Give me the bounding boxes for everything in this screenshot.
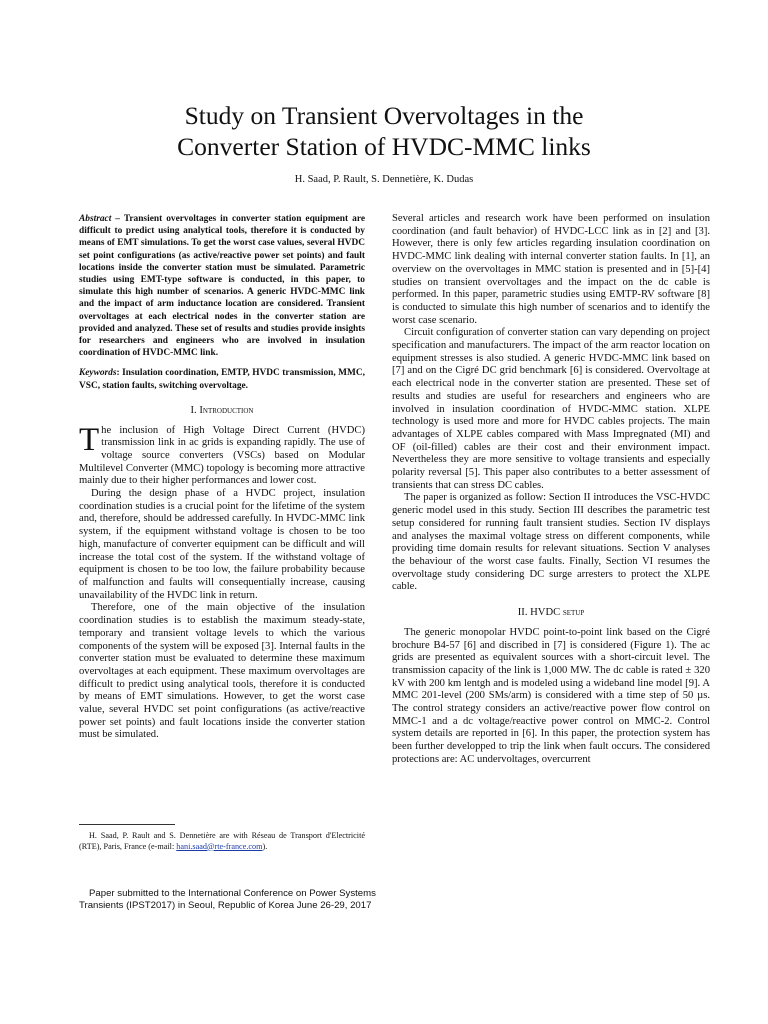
- abstract-text: – Transient overvoltages in converter station equipment are difficult to predict using analytical tools, therefore it is conducted by means of EMT simulations. To get the worst case values, several HVDC set point configurations (as active/reactive power set points) and fault locations inside the converter station must be simulated. Parametric studies using EMT-type software is conducted, in this paper, to simulate this high number of scenarios. A generic HVDC-MMC link and the impact of arm inductance location are considered. Transient overvoltages at each electrical nodes in the converter station are provided and analyzed. These set of results and studies provide insights for researchers and engineers who are involved in insulation coordination of HVDC-MMC link.: [79, 214, 365, 359]
- footnote-affiliation: H. Saad, P. Rault and S. Dennetière are with Réseau de Transport d'Electricité (RTE), Paris, France (e-mail:: [79, 831, 365, 851]
- submission-note: [79, 888, 379, 912]
- footnote-text: [79, 831, 365, 852]
- submission-text: Paper submitted to the International Conference on Power Systems Transients (IPST2017) in Seoul, Republic of Korea June 26-29, 2017: [79, 888, 376, 911]
- keywords-label: Keywords: [79, 368, 117, 379]
- abstract-label: Abstract: [79, 214, 112, 224]
- section-number: I.: [190, 404, 197, 416]
- section-number: II.: [517, 607, 528, 619]
- abstract: [79, 213, 365, 359]
- intro-paragraph-1: [79, 421, 365, 489]
- section-heading-introduction: [79, 405, 365, 418]
- right-paragraph-2: Circuit configuration of converter station can vary depending on project specification and manufacturers. The impact of the arm reactor location on equipment stresses is also studied. A generic HVDC-MMC link based on [7] and on the Cigré DC grid benchmark [6] is considered. Overvoltage at each electrical node in the converter station are presented. These set of results and studies are useful for researchers and engineers who are involved in insulation coordination of HVDC-MMC station. XLPE technology is used more and more for HVDC cables projects. The main advantages of XLPE cables compared with Mass Impregnated (MI) and OF (oil-filled) cables are their cost and their environment impact. Nevertheless they are more sensitive to voltage transients and especially polarity reversal [5]. This paper also contributes to a better assessment of transients that can stress DC cables.: [392, 327, 710, 491]
- keywords-text: : Insulation coordination, EMTP, HVDC transmission, MMC, VSC, station faults, switching overvoltage.: [79, 368, 365, 391]
- right-column: [392, 213, 710, 767]
- author-footnote: [79, 824, 365, 852]
- paper-title: [0, 100, 768, 162]
- intro-paragraph-3: Therefore, one of the main objective of the insulation coordination studies is to establish the maximum steady-state, temporary and transient voltage levels to which the various components of the system will be exposed [3]. Internal faults in the converter station must be evaluated to determine these maximum overvoltages at each equipment. These maximum overvoltages are difficult to predict using analytical tools, therefore it is conducted by means of EMT simulations. However, to get the worst case value, several HVDC set point configurations (as active/reactive power set points) and fault locations inside the converter station must be simulated.: [79, 602, 365, 741]
- footnote-end: ).: [262, 841, 268, 851]
- intro-paragraph-1-text: he inclusion of High Voltage Direct Current (HVDC) transmission link in ac grids is expanding rapidly. The use of voltage source converters (VSCs) based on Modular Multilevel Converter (MMC) topology is becoming more attractive mainly due to their higher performances and lower cost.: [79, 424, 365, 487]
- keywords: [79, 367, 365, 391]
- footnote-email-link[interactable]: hani.saad@rte-france.com: [176, 841, 263, 851]
- title-line-1: Study on Transient Overvoltages in the: [184, 101, 584, 130]
- right-paragraph-1: Several articles and research work have been performed on insulation coordination (and fault behavior) of HVDC-LCC link as in [2] and [3]. However, there is only few articles regarding insulation coordination on HVDC-MMC link dealing with internal converter station faults. In [1], an overview on the overvoltages in MMC station is presented and in [5]-[4] studies on transient overvoltages and the impact on the dc cable is performed. In this paper, parametric studies using EMTP-RV software [8] is conducted to simulate this high number of scenarios and to identify the worst case scenario.: [392, 213, 710, 326]
- footnote-rule: [79, 824, 175, 825]
- right-paragraph-3: The paper is organized as follow: Section II introduces the VSC-HVDC generic model used in this study. Section III describes the parametric test setup considered for running fault transient studies. Section IV displays and analyses the maximal voltage stress on different components, while providing time domain results for relevant situations. Section V analyses the behaviour of the worst case faults. Finally, Section VI resumes the overvoltage study considering DC surge arresters to protect the XLPE cable.: [392, 492, 710, 593]
- drop-cap: T: [79, 421, 100, 458]
- title-line-2: Converter Station of HVDC-MMC links: [177, 132, 591, 161]
- section-heading-hvdc-setup: [392, 607, 710, 620]
- left-column: [79, 213, 365, 742]
- section-title: HVDC setup: [530, 607, 585, 619]
- section-title: Introduction: [199, 404, 254, 416]
- author-list: H. Saad, P. Rault, S. Dennetière, K. Dudas: [294, 174, 474, 185]
- right-paragraph-4: The generic monopolar HVDC point-to-point link based on the Cigré brochure B4-57 [6] and discribed in [7] is considered (Figure 1). The ac grids are presented as equivalent sources with a short-circuit level. The transmission capacity of the link is 1,000 MW. The dc cable is rated ± 320 kV with 200 km lentgh and is modeled using a wideband line model [9]. A MMC 201-level (200 SMs/arm) is considered with a time step of 50 µs. The control strategy considers an active/reactive power flow control on MMC-1 and a dc voltage/reactive power control on MMC-2. Control system details are reported in [6]. In this paper, the protection system has been further developped to trip the link when fault occurs. The considered protections are: AC undervoltages, overcurrent: [392, 626, 710, 765]
- intro-paragraph-2: During the design phase of a HVDC project, insulation coordination studies is a crucial point for the lifetime of the system and, therefore, should be addressed carefully. In HVDC-MMC link system, if the equipment withstand voltage is chosen to be too high, manufacture of converter equipment can be difficult and will increase the total cost of the system. If the withstand voltage of equipment is chosen to be too low, the failure probability because of malfunction and faults will consequentially increase, causing unavailability of the HVDC link in return.: [79, 488, 365, 601]
